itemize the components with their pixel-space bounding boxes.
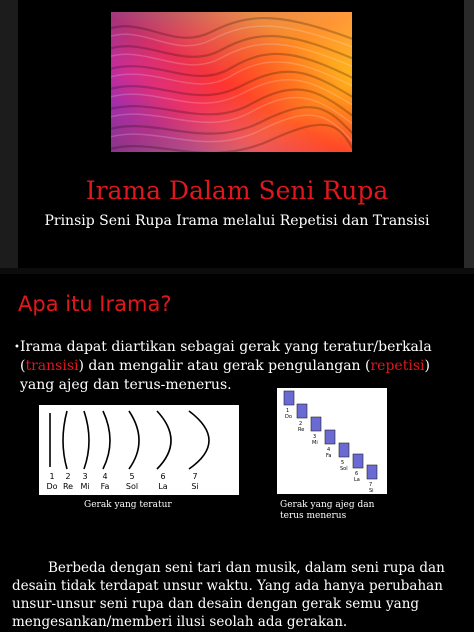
- definition-part-1: Irama dapat diartikan sebagai gerak yang teratur/berkala (: [20, 339, 432, 374]
- fig2-note: La: [354, 477, 360, 483]
- definition-part-2: ) dan mengalir atau gerak pengulangan (: [78, 358, 371, 374]
- title-slide: [0, 0, 474, 268]
- fig2-number: 4: [327, 447, 331, 453]
- slide-subtitle: Prinsip Seni Rupa Irama melalui Repetisi dan Transisi: [44, 213, 430, 229]
- explanation-paragraph: [12, 559, 467, 631]
- fig2-note: Re: [298, 427, 305, 433]
- step-4: [325, 430, 335, 444]
- slide-title: Irama Dalam Seni Rupa: [85, 176, 389, 205]
- fig1-number: 5: [129, 472, 135, 481]
- fig1-note: Re: [62, 482, 74, 491]
- curve-2: [63, 411, 67, 469]
- step-6: [353, 454, 363, 468]
- fig1-note: Do: [46, 482, 58, 491]
- fig2-number: 7: [369, 482, 373, 488]
- regular-motion-figure: [39, 405, 239, 495]
- curve-6: [157, 411, 171, 469]
- fig1-number: 1: [49, 472, 55, 481]
- curve-5: [129, 411, 139, 469]
- fig1-number: 6: [160, 472, 166, 481]
- step-2: [297, 404, 307, 418]
- fig2-number: 1: [286, 408, 290, 414]
- fig2-number: 2: [299, 421, 303, 427]
- fig2-note: Fa: [326, 453, 332, 459]
- bullet-icon: •: [14, 342, 20, 353]
- fig1-number: 7: [192, 472, 198, 481]
- figure1-caption: Gerak yang teratur: [84, 500, 172, 510]
- fig1-note: Sol: [125, 482, 139, 491]
- fig2-number: 6: [355, 471, 359, 477]
- fig2-number: 3: [313, 434, 317, 440]
- rainbow-wave-image: [111, 12, 352, 152]
- explanation-text: Berbeda dengan seni tari dan musik, dalam seni rupa dan desain tidak terdapat unsur waktu. Yang ada hanya perubahan unsur-unsur seni rupa dan desain dengan gerak semu yang mengesankan/memberi ilusi seolah ada gerakan.: [12, 560, 445, 630]
- continuous-motion-figure: [277, 388, 387, 494]
- fig1-note: Fa: [100, 482, 110, 491]
- curve-7: [189, 411, 209, 469]
- term-transisi: transisi: [25, 358, 79, 374]
- figure2-caption: Gerak yang ajeg dan terus menerus: [280, 500, 375, 521]
- step-7: [367, 465, 377, 479]
- definition-bullet: [14, 338, 464, 395]
- fig1-number: 4: [102, 472, 108, 481]
- fig2-note: Do: [285, 414, 292, 420]
- fig1-note: Si: [191, 482, 199, 491]
- curve-3: [84, 411, 89, 469]
- curve-4: [103, 411, 110, 469]
- fig1-number: 3: [82, 472, 88, 481]
- step-5: [339, 443, 349, 457]
- fig2-number: 5: [341, 460, 345, 466]
- fig2-note: Sol: [340, 466, 348, 472]
- fig1-note: La: [158, 482, 168, 491]
- definition-part-3: ) yang ajeg dan terus-menerus.: [20, 358, 430, 393]
- step-1: [284, 391, 294, 405]
- fig1-note: Mi: [80, 482, 90, 491]
- fig2-note: Si: [369, 488, 374, 494]
- definition-text: [20, 338, 464, 395]
- section-heading: Apa itu Irama?: [18, 292, 172, 316]
- step-3: [311, 417, 321, 431]
- fig2-note: Mi: [312, 440, 318, 446]
- term-repetisi: repetisi: [370, 358, 425, 374]
- fig1-number: 2: [65, 472, 71, 481]
